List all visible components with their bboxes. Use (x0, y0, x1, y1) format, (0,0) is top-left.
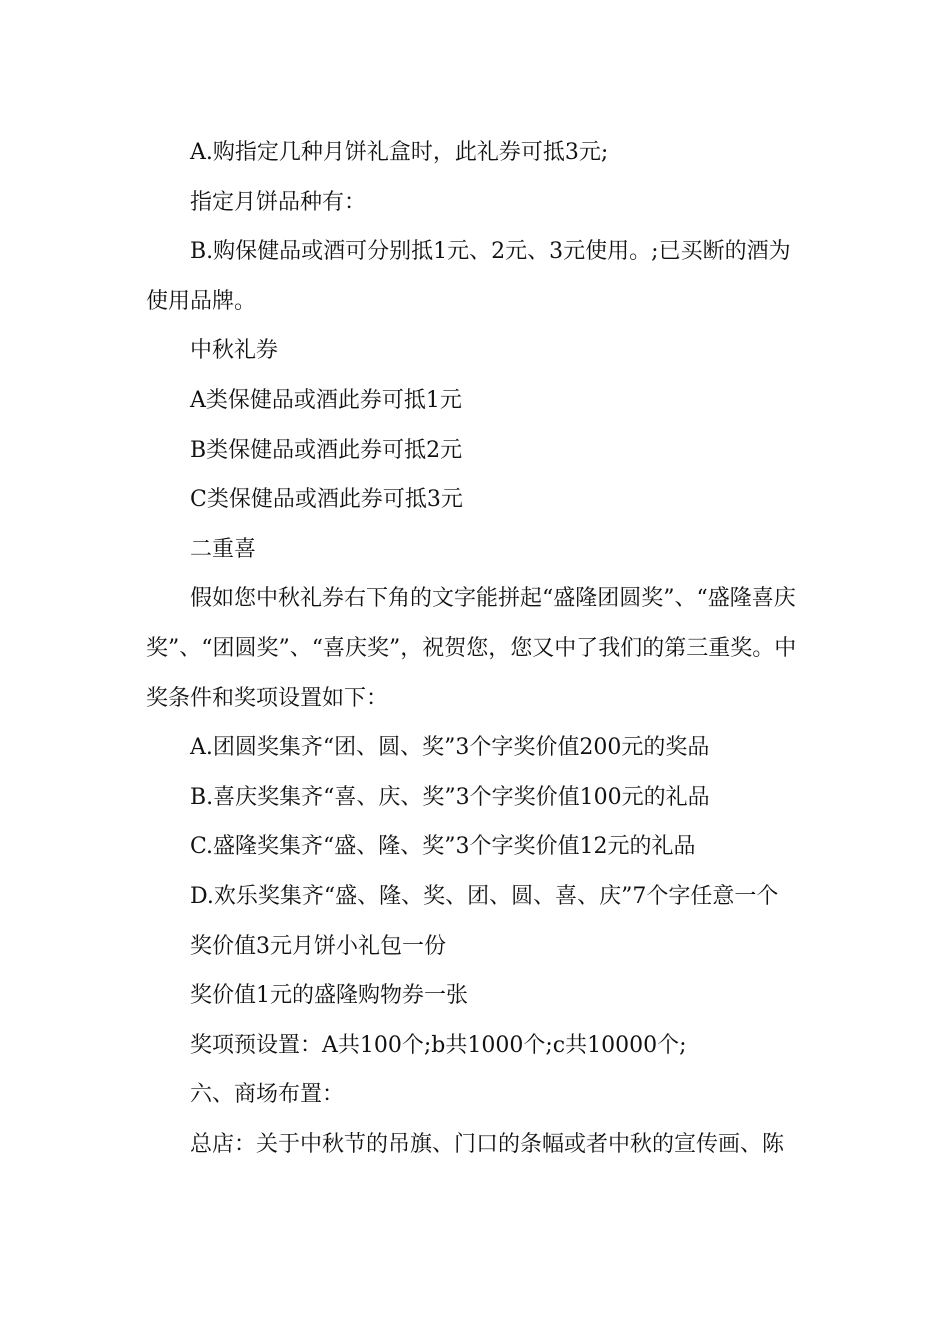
paragraph: B.购保健品或酒可分别抵1元、2元、3元使用。;已买断的酒为使用品牌。 (146, 239, 791, 314)
paragraph: A类保健品或酒此券可抵1元 (190, 387, 462, 413)
paragraph: A.团圆奖集齐“团、圆、奖”3个字奖价值200元的奖品 (190, 735, 710, 761)
paragraph: D.欢乐奖集齐“盛、隆、奖、团、圆、喜、庆”7个字任意一个 (190, 883, 779, 909)
paragraph: B类保健品或酒此券可抵2元 (190, 437, 463, 463)
paragraph: 中秋礼券 (190, 338, 279, 364)
paragraph: 奖价值3元月饼小礼包一份 (190, 933, 446, 959)
paragraph: 奖项预设置：A共100个;b共1000个;c共10000个; (190, 1032, 687, 1058)
document-body (146, 128, 810, 1169)
paragraph: C类保健品或酒此券可抵3元 (190, 487, 463, 513)
paragraph: 假如您中秋礼券右下角的文字能拼起“盛隆团圆奖”、“盛隆喜庆奖”、“团圆奖”、“喜庆奖”，祝贺您，您又中了我们的第三重奖。中奖条件和奖项设置如下： (146, 586, 797, 711)
paragraph: C.盛隆奖集齐“盛、隆、奖”3个字奖价值12元的礼品 (190, 834, 696, 860)
paragraph: 总店：关于中秋节的吊旗、门口的条幅或者中秋的宣传画、陈 (190, 1131, 785, 1157)
paragraph: A.购指定几种月饼礼盒时，此礼券可抵3元; (190, 140, 609, 165)
paragraph: B.喜庆奖集齐“喜、庆、奖”3个字奖价值100元的礼品 (190, 784, 710, 810)
paragraph: 指定月饼品种有： (190, 189, 367, 215)
paragraph: 奖价值1元的盛隆购物券一张 (190, 983, 468, 1009)
paragraph: 二重喜 (190, 536, 257, 562)
paragraph: 六、商场布置： (190, 1082, 345, 1108)
